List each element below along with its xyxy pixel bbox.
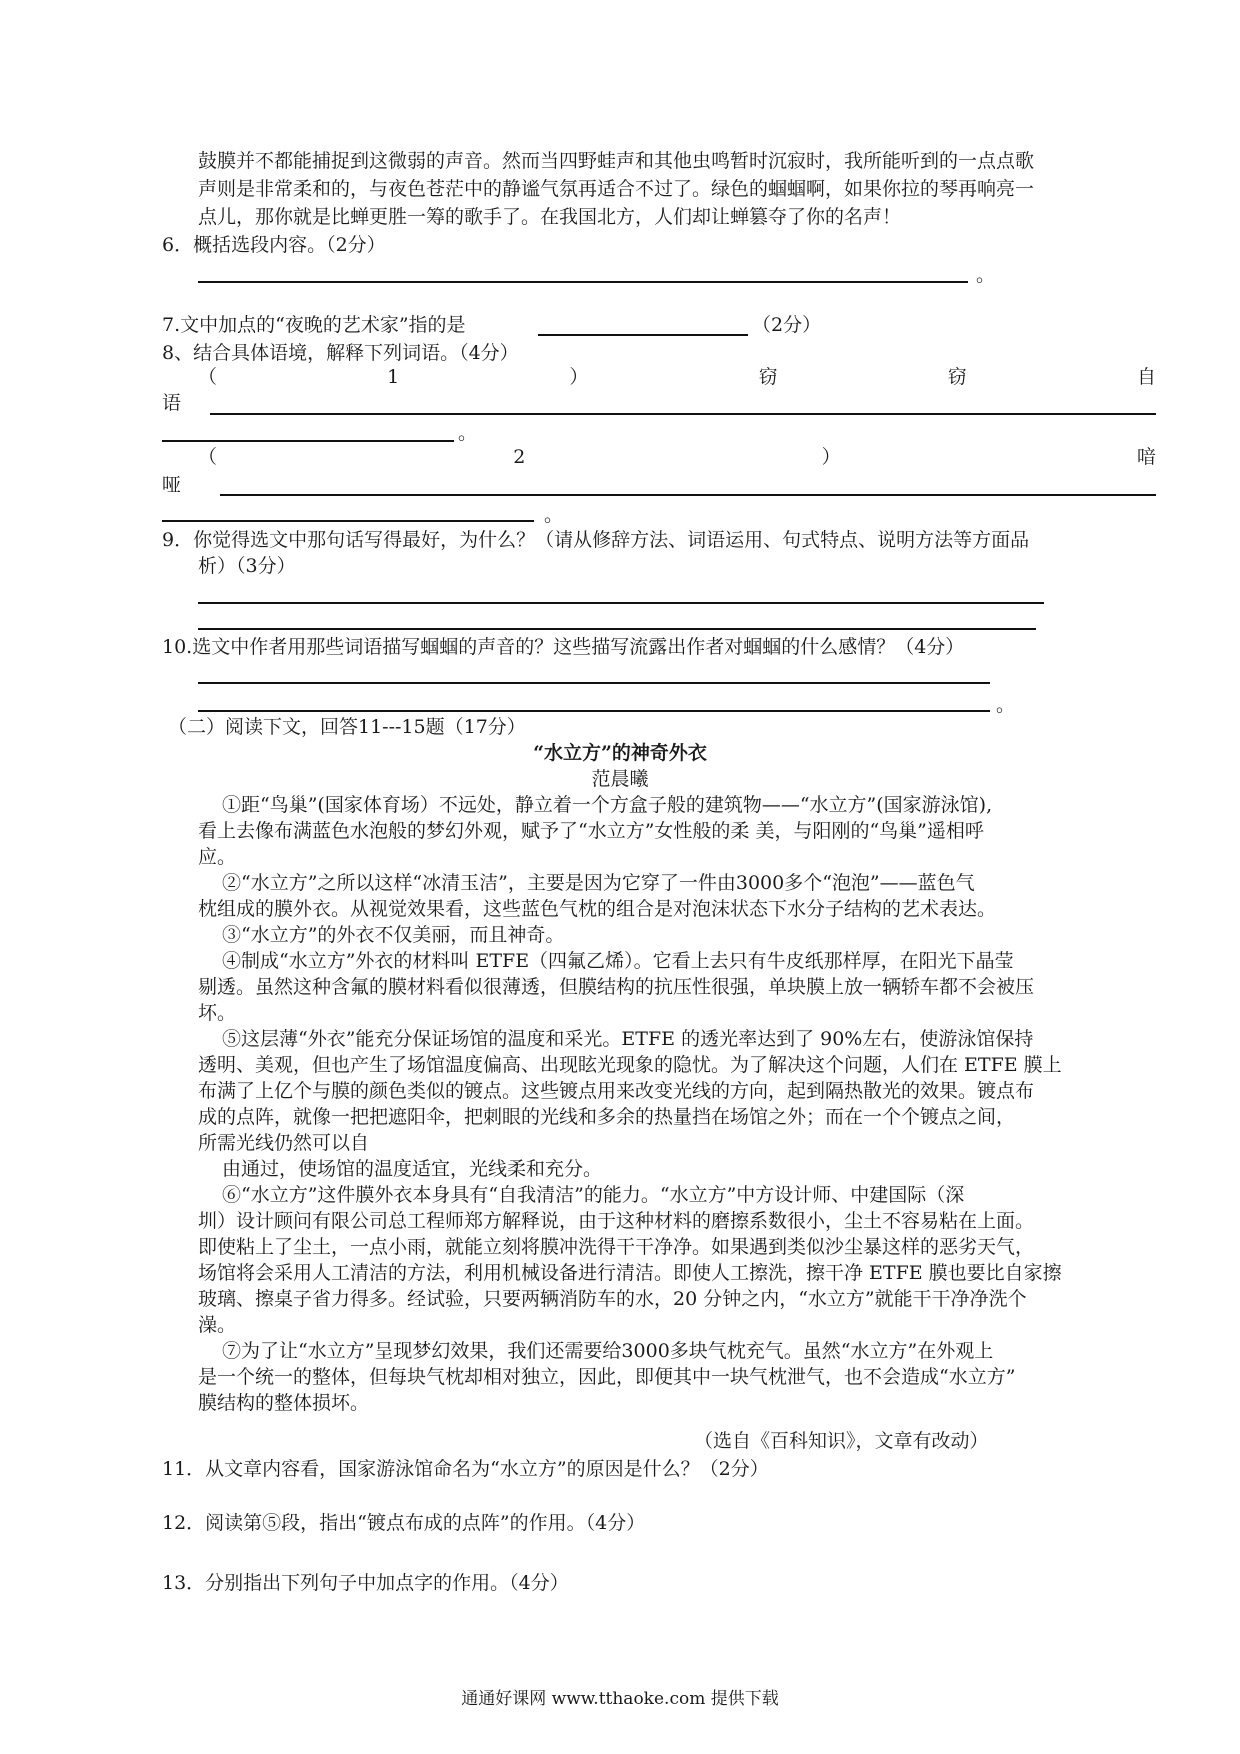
q8-item-1-part: 窃 xyxy=(758,366,778,388)
answer-line-10a[interactable] xyxy=(198,682,990,684)
top-para-line-3: 点儿，那你就是比蝉更胜一筹的歌手了。在我国北方，人们却让蝉篡夺了你的名声！ xyxy=(198,206,902,228)
article-line: 场馆将会采用人工清洁的方法，利用机械设备进行清洁。即使人工擦洗，擦干净 ETFE 膜也要比自家擦 xyxy=(198,1262,1062,1284)
question-6: 6．概括选段内容。（2分） xyxy=(162,234,386,256)
answer-line-8-2a[interactable] xyxy=(220,494,1156,496)
q8-item-1 xyxy=(198,364,1156,390)
article-line: 看上去像布满蓝色水泡般的梦幻外观，赋予了“水立方”女性般的柔 美，与阳刚的“鸟巢”遥相呼 xyxy=(198,820,984,842)
question-11: 11．从文章内容看，国家游泳馆命名为“水立方”的原因是什么？（2分） xyxy=(162,1458,769,1480)
q8-item-2-end: 。 xyxy=(544,504,564,526)
top-para-line-1: 鼓膜并不都能捕捉到这微弱的声音。然而当四野蛙声和其他虫鸣暂时沉寂时，我所能听到的一点点歌 xyxy=(198,150,1035,172)
article-line: 圳）设计顾问有限公司总工程师郑方解释说，由于这种材料的磨擦系数很小，尘土不容易粘在上面。 xyxy=(198,1210,1035,1232)
q8-item-2 xyxy=(198,444,1156,470)
article-source: （选自《百科知识》，文章有改动） xyxy=(694,1430,989,1452)
question-8: 8、结合具体语境，解释下列词语。（4分） xyxy=(162,342,519,364)
article-line: 枕组成的膜外衣。从视觉效果看，这些蓝色气枕的组合是对泡沫状态下水分子结构的艺术表达。 xyxy=(198,898,997,920)
q8-item-1-part: ） xyxy=(569,366,589,388)
q8-item-2-part: 喑 xyxy=(1136,446,1156,468)
q8-item-2-part: ） xyxy=(821,446,841,468)
q8-item-1-cont: 语 xyxy=(162,392,182,414)
article-line: 所需光线仍然可以自 xyxy=(198,1132,370,1154)
article-line: 应。 xyxy=(198,846,237,868)
article-line: ④制成“水立方”外衣的材料叫 ETFE（四氟乙烯）。它看上去只有牛皮纸那样厚，在阳光下晶莹 xyxy=(222,950,1014,972)
article-line: ⑤这层薄“外衣”能充分保证场馆的温度和采光。ETFE 的透光率达到了 90%左右，使游泳馆保持 xyxy=(222,1028,1034,1050)
question-10-end: 。 xyxy=(996,694,1016,716)
q8-item-1-part: 窃 xyxy=(947,366,967,388)
question-13: 13．分别指出下列句子中加点字的作用。（4分） xyxy=(162,1572,569,1594)
article-line: 玻璃、擦桌子省力得多。经试验，只要两辆消防车的水，20 分钟之内，“水立方”就能干干净净洗个 xyxy=(198,1288,1027,1310)
article-line: 透明、美观，但也产生了场馆温度偏高、出现眩光现象的隐忧。为了解决这个问题，人们在 ETFE 膜上 xyxy=(198,1054,1062,1076)
q8-item-1-part: 自 xyxy=(1136,366,1156,388)
answer-line-9a[interactable] xyxy=(198,602,1044,604)
question-9-line-1: 9．你觉得选文中那句话写得最好，为什么？（请从修辞方法、词语运用、句式特点、说明方法等方面品 xyxy=(162,529,1030,551)
q8-item-1-part: （ xyxy=(198,366,218,388)
article-title: “水立方”的神奇外衣 xyxy=(533,742,707,764)
answer-line-10b[interactable] xyxy=(198,710,990,712)
article-line: 即使粘上了尘土，一点小雨，就能立刻将膜冲洗得干干净净。如果遇到类似沙尘暴这样的恶劣天气， xyxy=(198,1236,1035,1258)
q8-item-1-end: 。 xyxy=(458,422,478,444)
question-6-end: 。 xyxy=(976,264,996,286)
question-9-line-2: 析）（3分） xyxy=(198,555,296,577)
article-line: 膜结构的整体损坏。 xyxy=(198,1392,370,1414)
section-2-heading: （二）阅读下文，回答11---15题（17分） xyxy=(168,716,526,738)
question-7-prefix: 7.文中加点的“夜晚的艺术家”指的是 xyxy=(162,314,466,336)
article-line: ⑦为了让“水立方”呈现梦幻效果，我们还需要给3000多块气枕充气。虽然“水立方”在外观上 xyxy=(222,1340,994,1362)
article-line: 剔透。虽然这种含氟的膜材料看似很薄透，但膜结构的抗压性很强，单块膜上放一辆轿车都不会被压 xyxy=(198,976,1035,998)
article-line: 由通过，使场馆的温度适宜，光线柔和充分。 xyxy=(222,1158,603,1180)
question-10: 10.选文中作者用那些词语描写蝈蝈的声音的？这些描写流露出作者对蝈蝈的什么感情？（4分） xyxy=(162,636,965,658)
article-line: 是一个统一的整体，但每块气枕却相对独立，因此，即便其中一块气枕泄气，也不会造成“水立方” xyxy=(198,1366,1016,1388)
answer-line-8-2b[interactable] xyxy=(162,520,534,522)
answer-line-7[interactable] xyxy=(538,334,748,336)
article-line: ①距“鸟巢”(国家体育场）不远处，静立着一个方盒子般的建筑物——“水立方”(国家游泳馆), xyxy=(222,794,993,816)
article-line: ⑥“水立方”这件膜外衣本身具有“自我清洁”的能力。“水立方”中方设计师、中建国际（深 xyxy=(222,1184,965,1206)
question-7-suffix: （2分） xyxy=(752,314,822,336)
question-12: 12．阅读第⑤段，指出“镀点布成的点阵”的作用。（4分） xyxy=(162,1512,646,1534)
answer-line-8-1b[interactable] xyxy=(162,440,454,442)
article-author: 范晨曦 xyxy=(591,768,649,790)
q8-item-2-cont: 哑 xyxy=(162,474,182,496)
article-line: ③“水立方”的外衣不仅美丽，而且神奇。 xyxy=(222,924,565,946)
answer-line-8-1a[interactable] xyxy=(210,413,1156,415)
article-line: 布满了上亿个与膜的颜色类似的镀点。这些镀点用来改变光线的方向，起到隔热散光的效果。镀点布 xyxy=(198,1080,1035,1102)
q8-item-2-part: （ xyxy=(198,446,218,468)
article-line: 成的点阵，就像一把把遮阳伞，把刺眼的光线和多余的热量挡在场馆之外；而在一个个镀点之间， xyxy=(198,1106,1016,1128)
footer: 通通好课网 www.tthaoke.com 提供下载 xyxy=(461,1689,779,1709)
top-para-line-2: 声则是非常柔和的，与夜色苍茫中的静谧气氛再适合不过了。绿色的蝈蝈啊，如果你拉的琴再响亮一 xyxy=(198,178,1035,200)
article-line: ②“水立方”之所以这样“冰清玉洁”，主要是因为它穿了一件由3000多个“泡泡”——蓝色气 xyxy=(222,872,975,894)
q8-item-1-part: 1 xyxy=(387,366,400,388)
answer-line-9b[interactable] xyxy=(198,628,1036,630)
article-line: 澡。 xyxy=(198,1314,237,1336)
article-line: 坏。 xyxy=(198,1002,237,1024)
answer-line-6[interactable] xyxy=(198,281,968,283)
q8-item-2-part: 2 xyxy=(513,446,526,468)
